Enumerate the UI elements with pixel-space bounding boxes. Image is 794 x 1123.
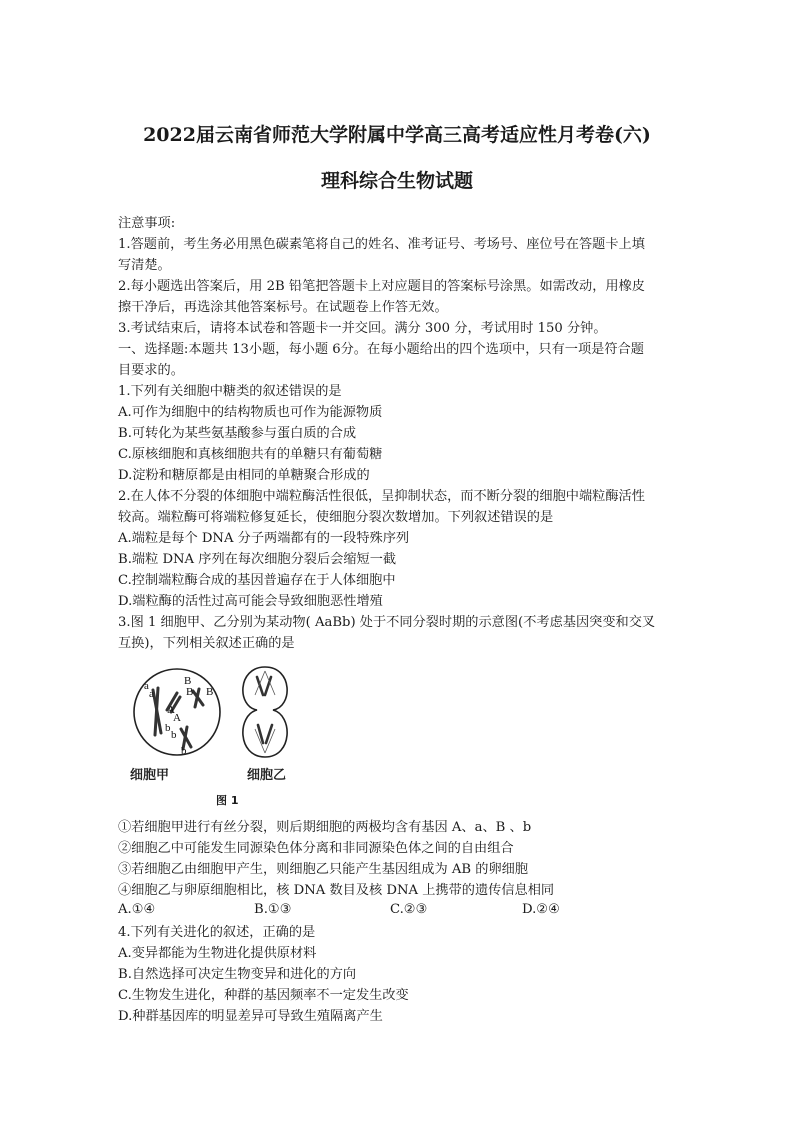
section-heading: 目要求的。 xyxy=(118,363,184,378)
notice-item: 1.答题前，考生务必用黑色碳素笔将自己的姓名、准考证号、考场号、座位号在答题卡上填 xyxy=(118,237,645,252)
gene-label: A xyxy=(173,712,181,724)
cell-division-figure xyxy=(125,655,315,805)
q1-option-a: A.可作为细胞中的结构物质也可作为能源物质 xyxy=(118,405,383,420)
gene-label: a xyxy=(144,680,149,692)
q1-option-b: B.可转化为某些氨基酸参与蛋白质的合成 xyxy=(118,426,357,441)
notice-item: 擦干净后，再选涂其他答案标号。在试题卷上作答无效。 xyxy=(118,300,448,315)
q2-option-d: D.端粒酶的活性过高可能会导致细胞恶性增殖 xyxy=(118,594,383,609)
cell-jia-label: 细胞甲 xyxy=(130,768,170,783)
notice-item: 2.每小题选出答案后，用 2B 铅笔把答题卡上对应题目的答案标号涂黑。如需改动，用橡皮 xyxy=(118,279,645,294)
gene-label: B xyxy=(184,675,192,687)
q1-option-d: D.淀粉和糖原都是由相同的单糖聚合形成的 xyxy=(118,468,370,483)
cell-yi-chromosomes xyxy=(257,677,272,743)
q3-stem: 互换)，下列相关叙述正确的是 xyxy=(118,636,295,651)
gene-label: b xyxy=(165,722,171,734)
exam-subtitle: 理科综合生物试题 xyxy=(320,170,473,192)
q4-stem: 4.下列有关进化的叙述，正确的是 xyxy=(118,925,316,940)
q4-option-d: D.种群基因库的明显差异可导致生殖隔离产生 xyxy=(118,1009,383,1024)
figure-caption: 图 1 xyxy=(216,794,239,807)
gene-label: b xyxy=(181,745,187,757)
q3-option-c: C.②③ xyxy=(390,902,428,917)
gene-label: A xyxy=(167,704,175,716)
q2-stem: 2.在人体不分裂的体细胞中端粒酶活性很低，呈抑制状态，而不断分裂的细胞中端粒酶活性 xyxy=(118,489,645,504)
q3-statement: ④细胞乙与卵原细胞相比，核 DNA 数目及核 DNA 上携带的遗传信息相同 xyxy=(118,883,555,898)
q3-statement: ③若细胞乙由细胞甲产生，则细胞乙只能产生基因组成为 AB 的卵细胞 xyxy=(118,862,529,877)
q1-option-c: C.原核细胞和真核细胞共有的单糖只有葡萄糖 xyxy=(118,447,383,462)
q3-stem: 3.图 1 细胞甲、乙分别为某动物( AaBb) 处于不同分裂时期的示意图(不考虑基因突变和交叉 xyxy=(118,615,656,630)
q1-stem: 1.下列有关细胞中糖类的叙述错误的是 xyxy=(118,384,342,399)
cell-yi-label: 细胞乙 xyxy=(247,768,287,783)
notice-heading: 注意事项: xyxy=(118,216,176,231)
q2-option-a: A.端粒是每个 DNA 分子两端都有的一段特殊序列 xyxy=(118,531,410,546)
q3-options xyxy=(118,902,678,922)
gene-label: b xyxy=(171,729,177,741)
q4-option-a: A.变异都能为生物进化提供原材料 xyxy=(118,946,317,961)
q2-stem: 较高。端粒酶可将端粒修复延长，使细胞分裂次数增加。下列叙述错误的是 xyxy=(118,510,554,525)
notice-item: 3.考试结束后，请将本试卷和答题卡一并交回。满分 300 分，考试用时 150 分钟。 xyxy=(118,321,607,336)
gene-label: a xyxy=(149,688,154,700)
q3-option-d: D.②④ xyxy=(522,902,560,917)
q4-option-b: B.自然选择可决定生物变异和进化的方向 xyxy=(118,967,357,982)
gene-label: B xyxy=(206,686,214,698)
q3-statement: ②细胞乙中可能发生同源染色体分离和非同源染色体之间的自由组合 xyxy=(118,841,514,856)
cell-jia-gene-labels xyxy=(144,675,213,757)
section-heading: 一、选择题:本题共 13小题，每小题 6分。在每小题给出的四个选项中，只有一项是符合题 xyxy=(118,342,644,357)
q3-option-b: B.①③ xyxy=(254,902,292,917)
q2-option-b: B.端粒 DNA 序列在每次细胞分裂后会缩短一截 xyxy=(118,552,397,567)
q3-statement: ①若细胞甲进行有丝分裂，则后期细胞的两极均含有基因 A、a、B 、b xyxy=(118,820,532,835)
exam-title: 2022届云南省师范大学附属中学高三高考适应性月考卷(六) xyxy=(143,124,651,146)
q2-option-c: C.控制端粒酶合成的基因普遍存在于人体细胞中 xyxy=(118,573,396,588)
q3-option-a: A.①④ xyxy=(118,902,156,917)
q4-option-c: C.生物发生进化，种群的基因频率不一定发生改变 xyxy=(118,988,409,1003)
notice-item: 写清楚。 xyxy=(118,258,171,273)
gene-label: B xyxy=(186,686,194,698)
